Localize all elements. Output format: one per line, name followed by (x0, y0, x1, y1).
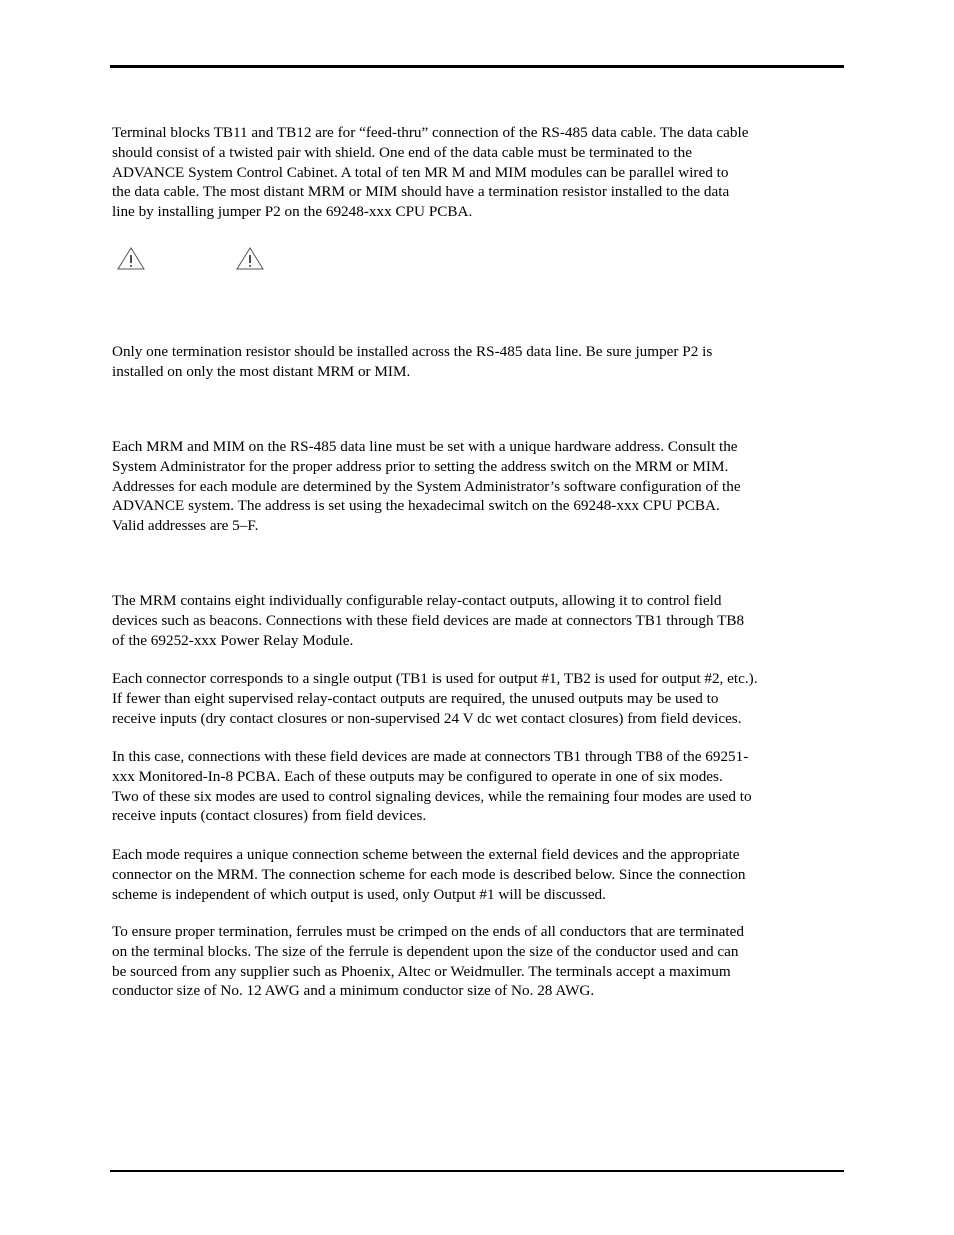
paragraph-ferrules: To ensure proper termination, ferrules must be crimped on the ends of all conductors that are terminated on the terminal blocks. The size of the ferrule is dependent upon the size of the conductor used and can be sourced from any supplier such as Phoenix, Altec or Weidmuller. The terminals accept a maximum conductor size of No. 12 AWG and a minimum conductor size of No. 28 AWG. (112, 923, 744, 1000)
header-rule (110, 65, 844, 68)
paragraph-feed-thru-connection: Terminal blocks TB11 and TB12 are for “feed-thru” connection of the RS-485 data cable. The data cable should consist of a twisted pair with shield. One end of the data cable must be terminated to the ADVANCE System Control Cabinet. A total of ten MR M and MIM modules can be parallel wired to the data cable. The most distant MRM or MIM should have a termination resistor installed to the data line by installing jumper P2 on the 69248-xxx CPU PCBA. (112, 124, 749, 221)
warning-triangle-icon (236, 247, 264, 271)
paragraph-connector-outputs: Each connector corresponds to a single output (TB1 is used for output #1, TB2 is used for output #2, etc.). If fewer than eight supervised relay-contact outputs are required, the unused outputs may be used to receive inputs (dry contact closures or non-supervised 24 V dc wet contact closures) from field devices. (112, 670, 758, 727)
paragraph-monitored-in-8: In this case, connections with these field devices are made at connectors TB1 through TB8 of the 69251- xxx Monitored-In-8 PCBA. Each of these outputs may be configured to operate in one of six modes. Two of these six modes are used to control signaling devices, while the remaining four modes are used to receive inputs (contact closures) from field devices. (112, 748, 752, 825)
paragraph-hardware-address: Each MRM and MIM on the RS-485 data line must be set with a unique hardware address. Consult the System Administrator for the proper address prior to setting the address switch on the MRM or MIM. Addresses for each module are determined by the System Administrator’s software configuration of the ADVANCE system. The address is set using the hexadecimal switch on the 69248-xxx CPU PCBA. Valid addresses are 5–F. (112, 438, 741, 535)
paragraph-connection-scheme: Each mode requires a unique connection scheme between the external field devices and the appropriate connector on the MRM. The connection scheme for each mode is described below. Since the connection scheme is independent of which output is used, only Output #1 will be discussed. (112, 846, 746, 903)
paragraph-relay-contact-outputs: The MRM contains eight individually configurable relay-contact outputs, allowing it to control field devices such as beacons. Connections with these field devices are made at connectors TB1 through TB8 of the 69252-xxx Power Relay Module. (112, 592, 745, 649)
footer-rule (110, 1170, 844, 1172)
warning-triangle-icon (117, 247, 145, 271)
paragraph-termination-resistor-caution: Only one termination resistor should be installed across the RS-485 data line. Be sure jumper P2 is installed on only the most distant MRM or MIM. (112, 343, 713, 380)
